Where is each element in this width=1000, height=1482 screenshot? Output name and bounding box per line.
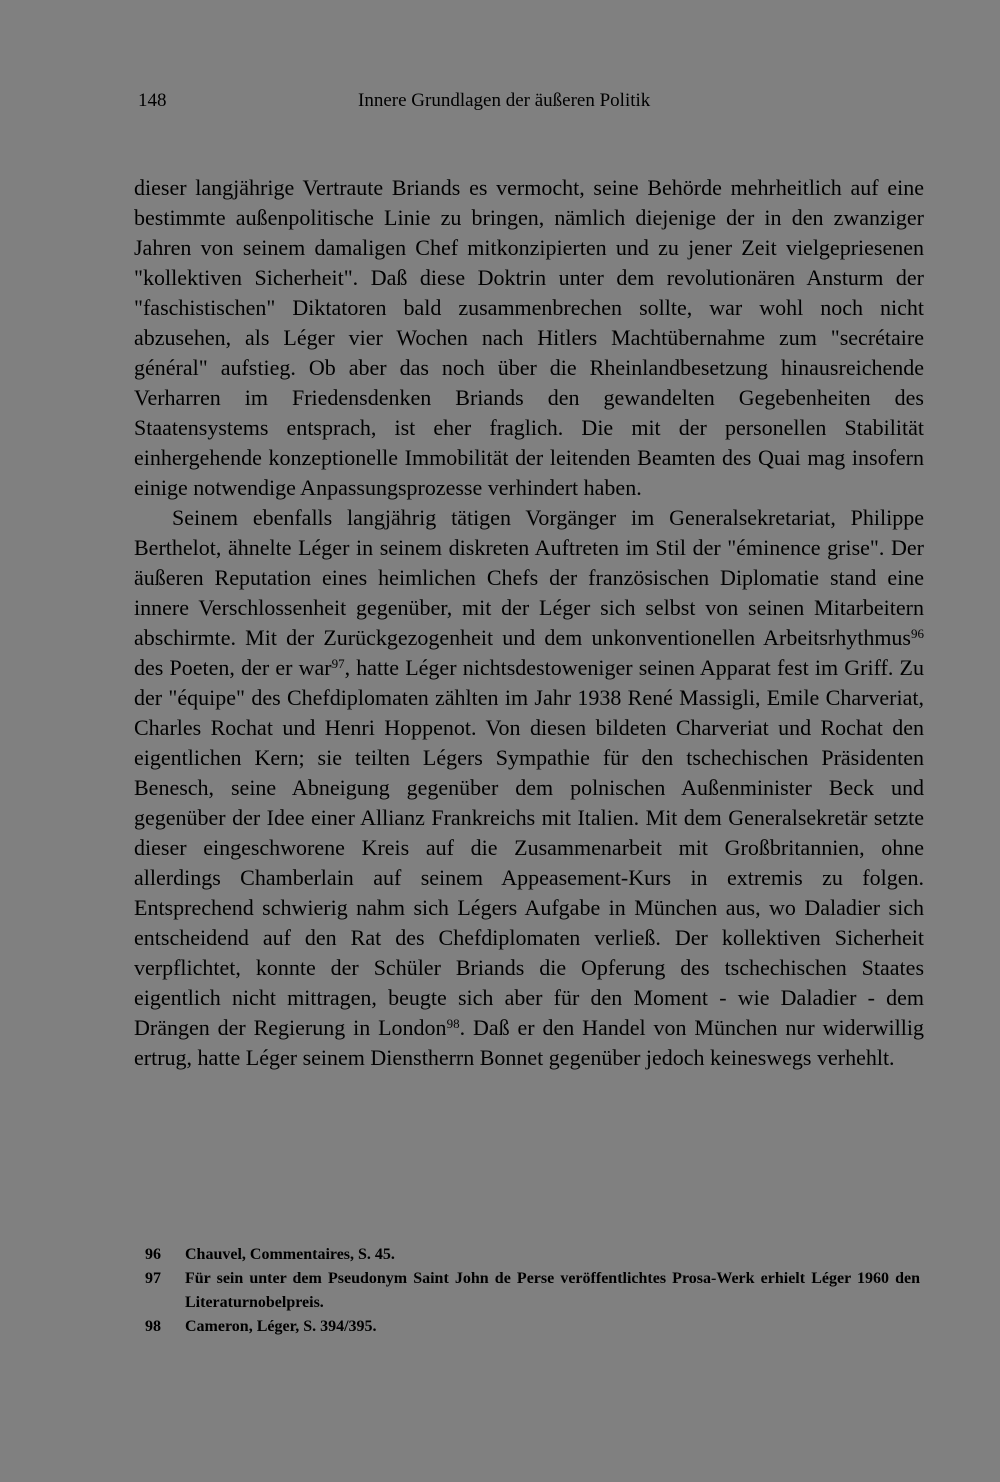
paragraph-2-text-d: . Daß er den Handel von München nur widerwillig ertrug, hatte Léger seinem Dienstherrn Bonnet gegenüber jedoch keineswegs verhehlt. <box>134 1015 924 1070</box>
paragraph-2-text-b: des Poeten, der er war <box>134 655 332 680</box>
footnotes <box>145 1243 920 1339</box>
footnote-96 <box>145 1243 920 1267</box>
footnote-text: Chauvel, Commentaires, S. 45. <box>185 1246 395 1263</box>
paragraph-1: dieser langjährige Vertraute Briands es vermocht, seine Behörde mehrheitlich auf eine bestimmte außenpolitische Linie zu bringen, nämlich diejenige der in den zwanziger Jahren von seinem damaligen Chef mitkonzipierten und zu jener Zeit vielgepriesenen "kollektiven Sicherheit". Daß diese Doktrin unter dem revolutionären Ansturm der "faschistischen" Diktatoren bald zusammenbrechen sollte, war wohl noch nicht abzusehen, als Léger vier Wochen nach Hitlers Machtübernahme zum "secrétaire général" aufstieg. Ob aber das noch über die Rheinlandbesetzung hinausreichende Verharren im Friedensdenken Briands den gewandelten Gegebenheiten des Staatensystems entsprach, ist eher fraglich. Die mit der personellen Stabilität einhergehende konzeptionelle Immobilität der leitenden Beamten des Quai mag insofern einige notwendige Anpassungsprozesse verhindert haben. <box>134 175 924 500</box>
page-number: 148 <box>138 90 167 111</box>
footnote-number: 98 <box>145 1318 161 1335</box>
page-header <box>138 90 703 120</box>
paragraph-2-text-a: Seinem ebenfalls langjährig tätigen Vorgänger im Generalsekretariat, Philippe Berthelot, ähnelte Léger in seinem diskreten Auftreten im Stil der "éminence grise". Der äußeren Reputation eines heimlichen Chefs der französischen Diplomatie stand eine innere Verschlossenheit gegenüber, mit der Léger sich selbst von seinen Mitarbeitern abschirmte. Mit der Zurückgezogenheit und dem unkonventionellen Arbeitsrhythmus <box>134 505 924 650</box>
running-title: Innere Grundlagen der äußeren Politik <box>358 90 651 111</box>
footnote-97 <box>145 1267 920 1315</box>
footnote-98 <box>145 1315 920 1339</box>
paragraph-2 <box>134 503 924 1073</box>
footnote-ref-98: 98 <box>446 1016 460 1031</box>
body-text <box>134 173 924 1073</box>
paragraph-2-text-c: , hatte Léger nichtsdestoweniger seinen Apparat fest im Griff. Zu der "équipe" des Chefdiplomaten zählten im Jahr 1938 René Massigli, Emile Charveriat, Charles Rochat und Henri Hoppenot. Von diesen bildeten Charveriat und Rochat den eigentlichen Kern; sie teilten Légers Sympathie für den tschechischen Präsidenten Benesch, seine Abneigung gegenüber dem polnischen Außenminister Beck und gegenüber der Idee einer Allianz Frankreichs mit Italien. Mit dem Generalsekretär setzte dieser eingeschworene Kreis auf die Zusammenarbeit mit Großbritannien, ohne allerdings Chamberlain auf seinem Appeasement-Kurs in extremis zu folgen. Entsprechend schwierig nahm sich Légers Aufgabe in München aus, wo Daladier sich entscheidend auf den Rat des Chefdiplomaten verließ. Der kollektiven Sicherheit verpflichtet, konnte der Schüler Briands die Opferung des tschechischen Staates eigentlich nicht mittragen, beugte sich aber für den Moment - wie Daladier - dem Drängen der Regierung in London <box>134 655 924 1040</box>
footnote-number: 97 <box>145 1270 161 1287</box>
footnote-text: Cameron, Léger, S. 394/395. <box>185 1318 377 1335</box>
footnote-ref-97: 97 <box>331 656 345 671</box>
footnote-text: Für sein unter dem Pseudonym Saint John de Perse veröffentlichtes Prosa-Werk erhielt Léger 1960 den Literaturnobelpreis. <box>185 1270 920 1311</box>
footnote-ref-96: 96 <box>911 626 924 641</box>
footnote-number: 96 <box>145 1246 161 1263</box>
